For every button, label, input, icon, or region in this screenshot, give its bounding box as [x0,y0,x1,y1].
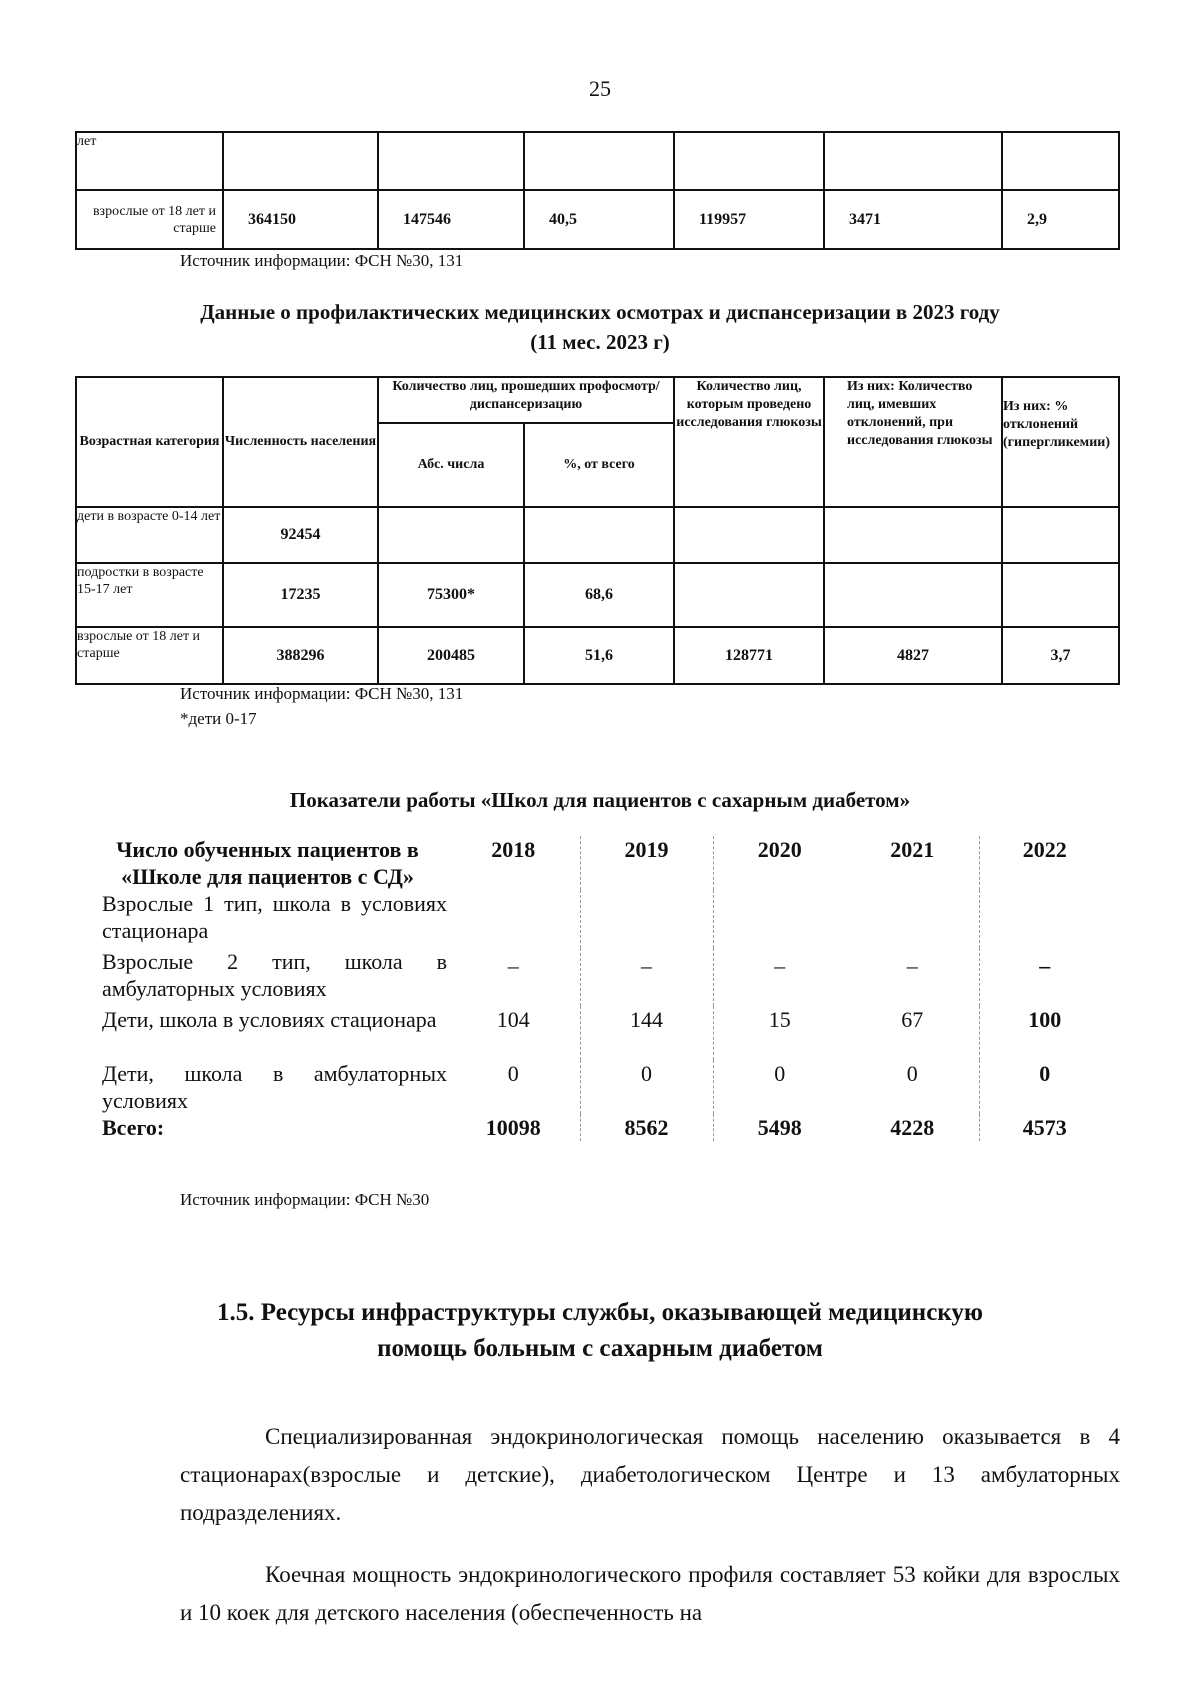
year-header: 2020 [713,836,846,890]
row-label: Всего: [102,1115,165,1140]
year-header: 2021 [890,837,935,862]
year-header: 2019 [580,836,713,890]
header-deviations: Из них: Количество лиц, имевших отклонений, при исследования глюкозы [824,377,1002,507]
table-cell: 5498 [713,1114,846,1141]
header-pct: %, от всего [524,423,674,507]
table-cell: 75300* [378,563,524,627]
table-cell: – [979,948,1110,1006]
table-cell [674,507,824,563]
table-cell: 3,7 [1002,627,1119,684]
source-note: Источник информации: ФСН №30 [180,1190,430,1209]
table-cell [824,563,1002,627]
table-cell [580,890,713,948]
row-label: Взрослые 1 тип, школа в условиях стационара [102,891,447,943]
table-cell: 100 [979,1006,1110,1060]
table-cell: 4827 [824,627,1002,684]
section-heading-line1: 1.5. Ресурсы инфраструктуры службы, оказывающей медицинскую [217,1299,983,1326]
table-cell [846,890,979,948]
table-row [76,563,1119,627]
table-cell: 51,6 [524,627,674,684]
table-cell [378,507,524,563]
table-cell: 92454 [223,507,378,563]
year-header: 2022 [979,836,1110,890]
table-cell: 0 [507,1061,519,1086]
year-header: 2018 [491,837,536,862]
body-paragraph: Специализированная эндокринологическая помощь населению оказывается в 4 стационарах(взрослые и детские), диабетологическом Центре и 13 амбулаторных подразделениях. [180,1424,1120,1525]
table-cell: – [713,948,846,1006]
table-cell [1002,563,1119,627]
table-cell: 364150 [223,190,378,249]
table-row [102,948,1110,1006]
row-label: лет [76,132,223,190]
section-heading-line2: помощь больным с сахарным диабетом [377,1335,823,1362]
table-cell: 68,6 [524,563,674,627]
table-row [102,1060,1110,1114]
footnote: *дети 0-17 [180,709,257,728]
table-row [102,890,1110,948]
table-cell: 104 [496,1007,530,1032]
table-cell [713,890,846,948]
table-cell [447,890,580,948]
schools-table [102,836,1110,1141]
table-cell [1002,507,1119,563]
screening-table-continuation [75,131,1120,250]
table-cell [524,507,674,563]
row-label: Дети, школа в амбулаторных условиях [102,1061,447,1113]
table-row [76,627,1119,684]
schools-title: Показатели работы «Школ для пациентов с сахарным диабетом» [289,788,911,812]
row-label: дети в возрасте 0-14 лет [76,507,223,563]
table-cell: 4573 [979,1114,1110,1141]
table-cell: 200485 [378,627,524,684]
row-label: Дети, школа в условиях стационара [102,1007,437,1032]
table-cell: – [580,948,713,1006]
table-cell: 144 [580,1006,713,1060]
table-cell: 40,5 [524,190,674,249]
table-title-line2: (11 мес. 2023 г) [530,330,670,354]
screening-table-2023 [75,376,1120,685]
table-cell: 0 [713,1060,846,1114]
table-cell: 128771 [674,627,824,684]
source-note: Источник информации: ФСН №30, 131 [180,251,464,270]
table-cell: 10098 [485,1115,541,1140]
table-cell: 15 [713,1006,846,1060]
table-cell: – [906,953,918,978]
header-examined: Количество лиц, прошедших профосмотр/диспансеризацию [378,377,674,423]
table-cell: 119957 [674,190,824,249]
table-cell: 2,9 [1002,190,1119,249]
table-row [102,1006,1110,1060]
table-row [76,190,1119,249]
table-cell: 67 [901,1007,924,1032]
header-trained-patients: Число обученных пациентов в «Школе для пациентов с СД» [116,837,419,889]
table-row-total [102,1114,1110,1141]
page-number: 25 [589,76,611,101]
section-heading [60,1295,1140,1367]
table-cell: 0 [580,1060,713,1114]
header-glucose-tested: Количество лиц, которым проведено исследования глюкозы [674,377,824,507]
header-abs: Абс. числа [378,423,524,507]
header-age-category: Возрастная категория [76,377,223,507]
table-cell: 388296 [223,627,378,684]
table-cell: 8562 [580,1114,713,1141]
row-label: Взрослые 2 тип, школа в амбулаторных условиях [102,949,447,1001]
table-cell: – [507,953,519,978]
table-row [76,132,1119,190]
row-label: взрослые от 18 лет и старше [76,627,223,684]
table-title-line1: Данные о профилактических медицинских осмотрах и диспансеризации в 2023 году [200,300,1000,324]
table-cell: 3471 [824,190,1002,249]
table-cell: 0 [979,1060,1110,1114]
table-cell: 147546 [378,190,524,249]
table-cell [824,507,1002,563]
source-note: Источник информации: ФСН №30, 131 [180,684,464,703]
table-header-row [102,836,1110,890]
table-cell [979,890,1110,948]
body-paragraph: Коечная мощность эндокринологического профиля составляет 53 койки для взрослых и 10 коек для детского населения (обеспеченность на [180,1562,1120,1625]
row-label: взрослые от 18 лет и старше [76,190,223,249]
table-title [60,297,1140,357]
table-cell: 17235 [223,563,378,627]
row-label: подростки в возрасте 15-17 лет [76,563,223,627]
table-row [76,507,1119,563]
header-population: Численность населения [223,377,378,507]
table-cell: 4228 [890,1115,935,1140]
header-deviations-pct: Из них: % отклонений (гипергликемии) [1002,377,1119,507]
table-cell [674,563,824,627]
table-cell: 0 [906,1061,918,1086]
